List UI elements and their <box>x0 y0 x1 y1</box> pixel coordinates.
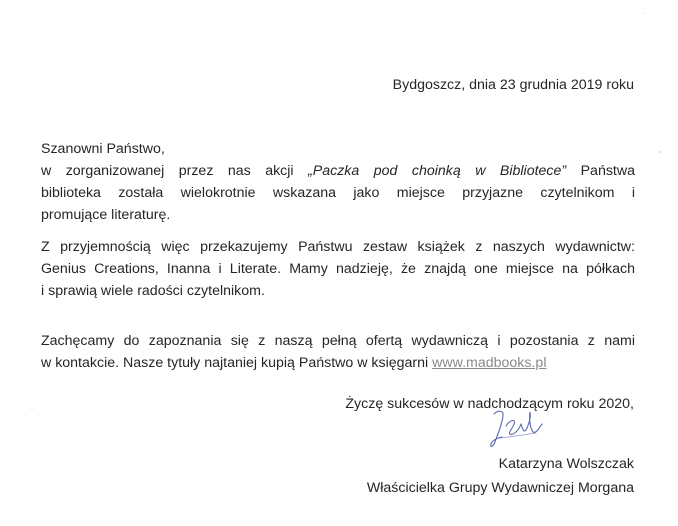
scan-speck <box>643 12 645 14</box>
paragraph-1-line-2: biblioteka została wielokrotnie wskazana jako miejsce przyjazne czytelnikom i <box>41 185 635 201</box>
scan-speck <box>659 151 661 153</box>
paragraph-3 <box>41 330 635 374</box>
signer-role: Właścicielka Grupy Wydawniczej Morgana <box>366 480 634 496</box>
letter-salutation: Szanowni Państwo, <box>41 141 165 157</box>
paragraph-3-line-2 <box>41 352 635 374</box>
letter-closing: Życzę sukcesów w nadchodzącym roku 2020, <box>345 396 634 412</box>
scan-speck <box>31 408 33 410</box>
handwritten-signature <box>486 404 548 452</box>
letter-dateline: Bydgoszcz, dnia 23 grudnia 2019 roku <box>392 77 634 93</box>
paragraph-2-line-1: Z przyjemnością więc przekazujemy Państwu zestaw książek z naszych wydawnictw: <box>41 239 635 255</box>
paragraph-3-line-1: Zachęcamy do zapoznania się z naszą pełną ofertą wydawniczą i pozostania z nami <box>41 333 635 349</box>
paragraph-2-line-3: i sprawią wiele radości czytelnikom. <box>41 283 265 299</box>
paragraph-1-line-1 <box>41 160 635 182</box>
paragraph-3-line-2-text: w kontakcie. Nasze tytuły najtaniej kupią Państwo w księgarni <box>41 355 433 371</box>
bookstore-link[interactable]: www.madbooks.pl <box>432 355 547 371</box>
paragraph-1-line-1-start: w zorganizowanej przez nas akcji <box>41 163 309 179</box>
paragraph-1-line-1-end: Państwa <box>566 163 636 179</box>
paragraph-1-line-3: promujące literaturę. <box>41 207 171 223</box>
paragraph-1 <box>41 160 635 226</box>
paragraph-2-line-2: Genius Creations, Inanna i Literate. Mamy nadzieję, że znajdą one miejsce na półkach <box>41 261 635 277</box>
paragraph-2 <box>41 236 635 302</box>
campaign-title: „Paczka pod choinką w Bibliotece” <box>308 163 567 179</box>
signer-name: Katarzyna Wolszczak <box>498 456 634 472</box>
